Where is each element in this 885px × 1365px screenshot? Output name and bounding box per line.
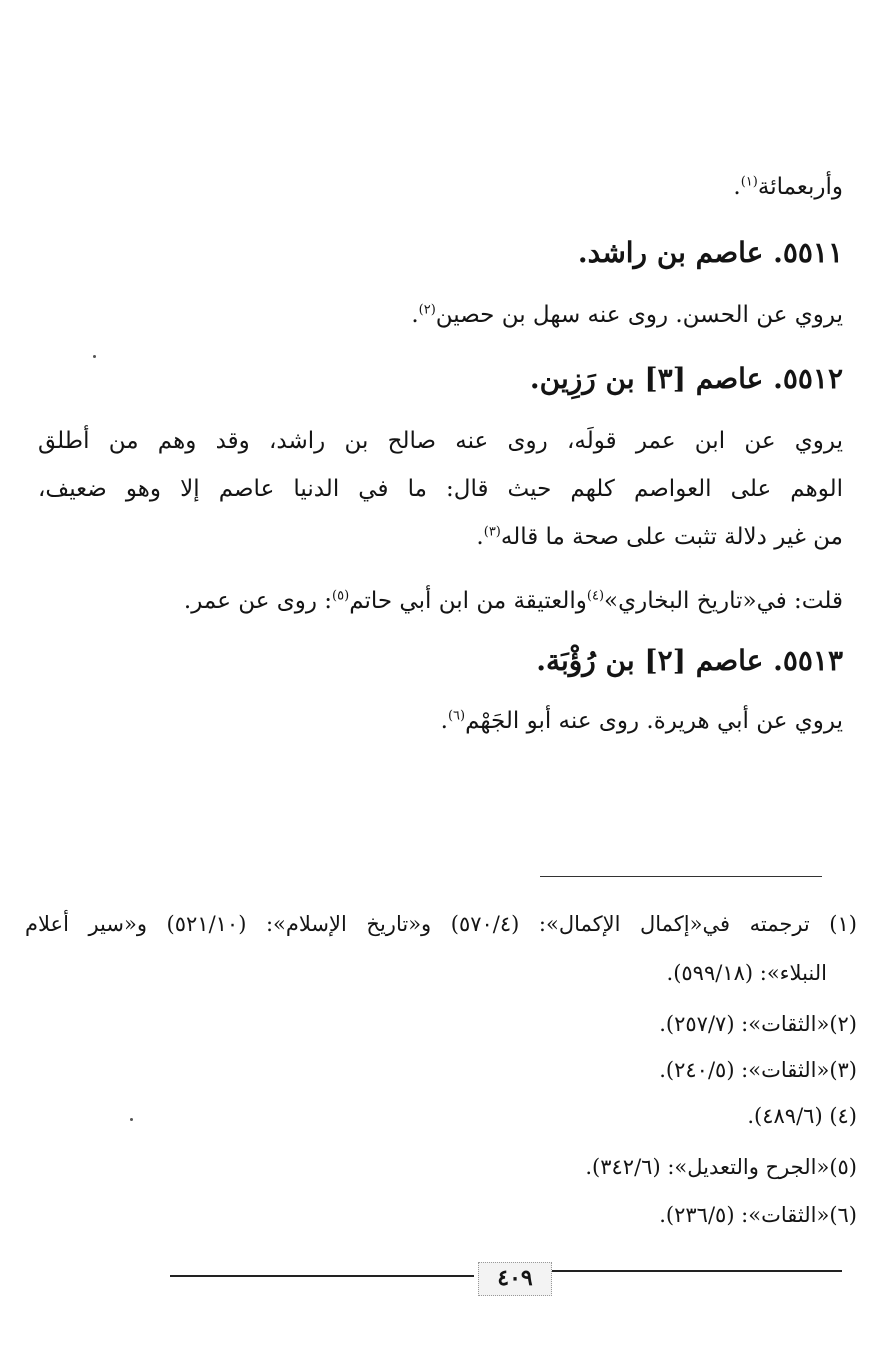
entry-title: ٥٥١٢. عاصم [٣] بن رَزِين.	[529, 362, 843, 395]
footnote-separator	[540, 876, 822, 877]
text-line	[476, 524, 843, 550]
line-text: والعتيقة من ابن أبي حاتم	[349, 588, 587, 614]
text-line	[411, 302, 843, 328]
line-text: يروي عن أبي هريرة. روى عنه أبو الجَهْم	[465, 708, 843, 734]
line-text: قلت: في«تاريخ البخاري»	[604, 588, 843, 614]
scan-speck	[130, 1118, 133, 1121]
footnote: (١) ترجمته في«إكمال الإكمال»: (٥٧٠/٤) و«تاريخ الإسلام»: (٥٢١/١٠) و«سير أعلام	[25, 912, 857, 936]
footnote: (٢)«الثقات»: (٢٥٧/٧).	[659, 1012, 857, 1036]
text-line: يروي عن ابن عمر قولَه، روى عنه صالح بن راشد، وقد وهم من أطلق	[38, 428, 843, 454]
footnote: النبلاء»: (٥٩٩/١٨).	[666, 961, 827, 985]
bottom-rule-right	[552, 1270, 842, 1272]
entry-title: ٥٥١١. عاصم بن راشد.	[577, 236, 843, 269]
line-text: يروي عن الحسن. روى عنه سهل بن حصين	[435, 302, 843, 328]
footnote-marker: (٤)	[586, 588, 605, 604]
footnote-marker: (٥)	[332, 588, 350, 604]
line-tail: .	[476, 524, 484, 550]
footnote-marker: (٢)	[418, 302, 436, 318]
text-line	[184, 588, 843, 614]
text-line	[441, 708, 843, 734]
footnote: (٦)«الثقات»: (٢٣٦/٥).	[659, 1203, 857, 1227]
line-tail: .	[440, 708, 448, 734]
footnote-marker: (٦)	[447, 708, 466, 724]
text-line	[733, 174, 843, 200]
footnote: (٥)«الجرح والتعديل»: (٣٤٢/٦).	[585, 1155, 857, 1179]
line-text: وأربعمائة	[757, 174, 843, 200]
line-tail: .	[411, 302, 419, 328]
footnote: (٤) (٤٨٩/٦).	[747, 1104, 857, 1128]
line-text: من غير دلالة تثبت على صحة ما قاله	[500, 524, 843, 550]
line-tail: .	[733, 174, 741, 200]
scan-speck	[93, 355, 96, 358]
bottom-rule-left	[170, 1275, 474, 1277]
page-number: ٤٠٩	[478, 1262, 552, 1296]
footnote-marker: (٣)	[483, 524, 501, 540]
entry-title: ٥٥١٣. عاصم [٢] بن رُؤْبَة.	[536, 644, 843, 677]
footnote: (٣)«الثقات»: (٢٤٠/٥).	[659, 1058, 857, 1082]
footnote-marker: (١)	[740, 174, 758, 190]
line-tail: : روى عن عمر.	[183, 588, 333, 614]
text-line: الوهم على العواصم كلهم حيث قال: ما في الدنيا عاصم إلا وهو ضعيف،	[38, 476, 843, 502]
